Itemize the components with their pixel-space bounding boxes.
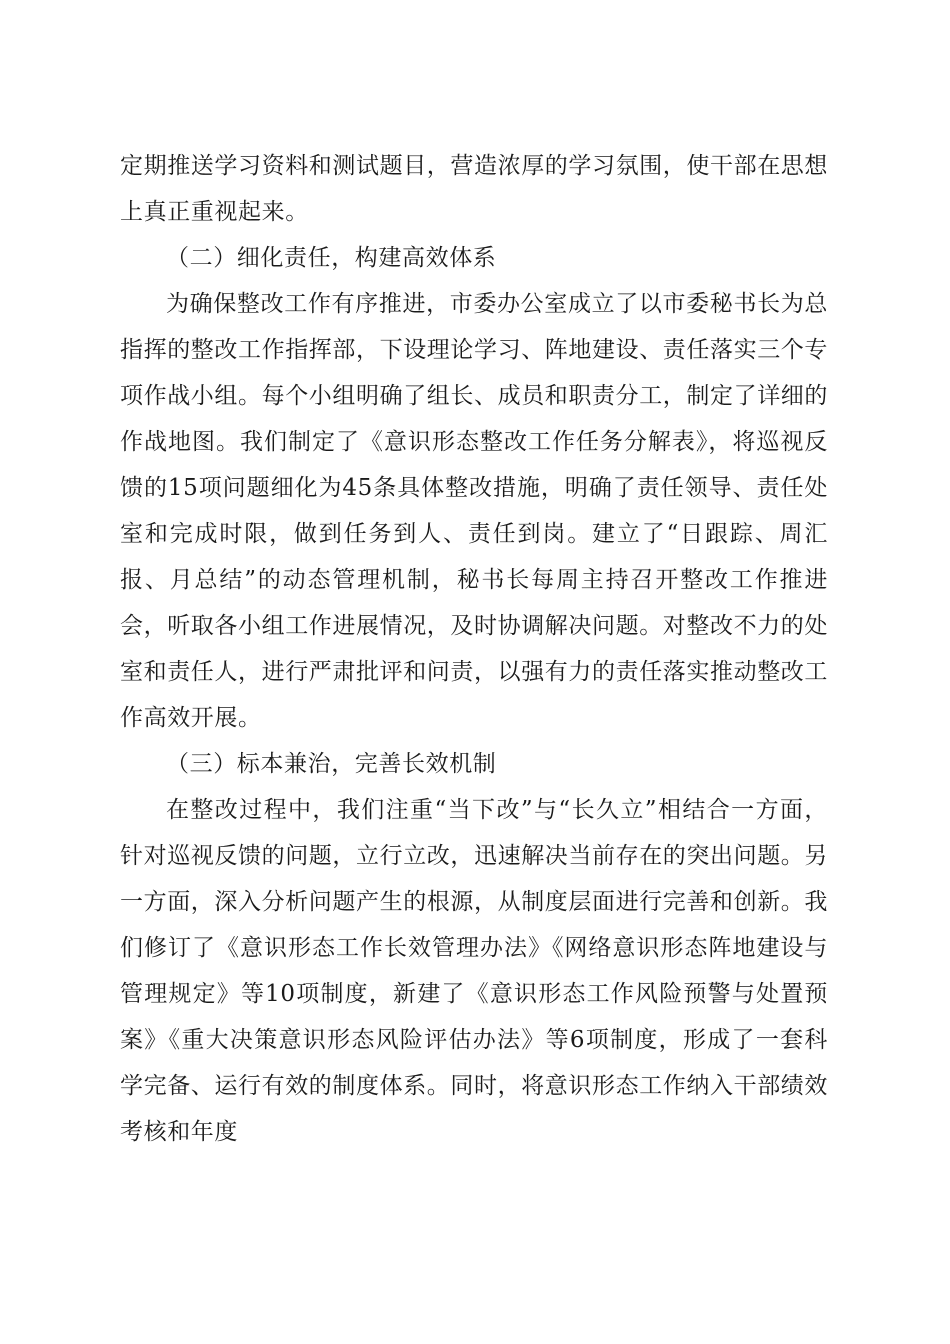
document-body [120, 143, 828, 1155]
section-heading-3: （三）标本兼治，完善长效机制 [166, 751, 497, 777]
section-heading-2: （二）细化责任，构建高效体系 [166, 245, 497, 271]
paragraph-responsibility: 为确保整改工作有序推进，市委办公室成立了以市委秘书长为总指挥的整改工作指挥部，下设理论学习、阵地建设、责任落实三个专项作战小组。每个小组明确了组长、成员和职责分工，制定了详细的作战地图。我们制定了《意识形态整改工作任务分解表》，将巡视反馈的15项问题细化为45条具体整改措施，明确了责任领导、责任处室和完成时限，做到任务到人、责任到岗。建立了“日跟踪、周汇报、月总结”的动态管理机制，秘书长每周主持召开整改工作推进会，听取各小组工作进展情况，及时协调解决问题。对整改不力的处室和责任人，进行严肃批评和问责，以强有力的责任落实推动整改工作高效开展。 [120, 291, 828, 731]
paragraph-continuation: 定期推送学习资料和测试题目，营造浓厚的学习氛围，使干部在思想上真正重视起来。 [120, 153, 828, 225]
paragraph-mechanism: 在整改过程中，我们注重“当下改”与“长久立”相结合一方面，针对巡视反馈的问题，立行立改，迅速解决当前存在的突出问题。另一方面，深入分析问题产生的根源，从制度层面进行完善和创新。我们修订了《意识形态工作长效管理办法》《网络意识形态阵地建设与管理规定》等10项制度，新建了《意识形态工作风险预警与处置预案》《重大决策意识形态风险评估办法》等6项制度，形成了一套科学完备、运行有效的制度体系。同时，将意识形态工作纳入干部绩效考核和年度 [120, 797, 828, 1145]
